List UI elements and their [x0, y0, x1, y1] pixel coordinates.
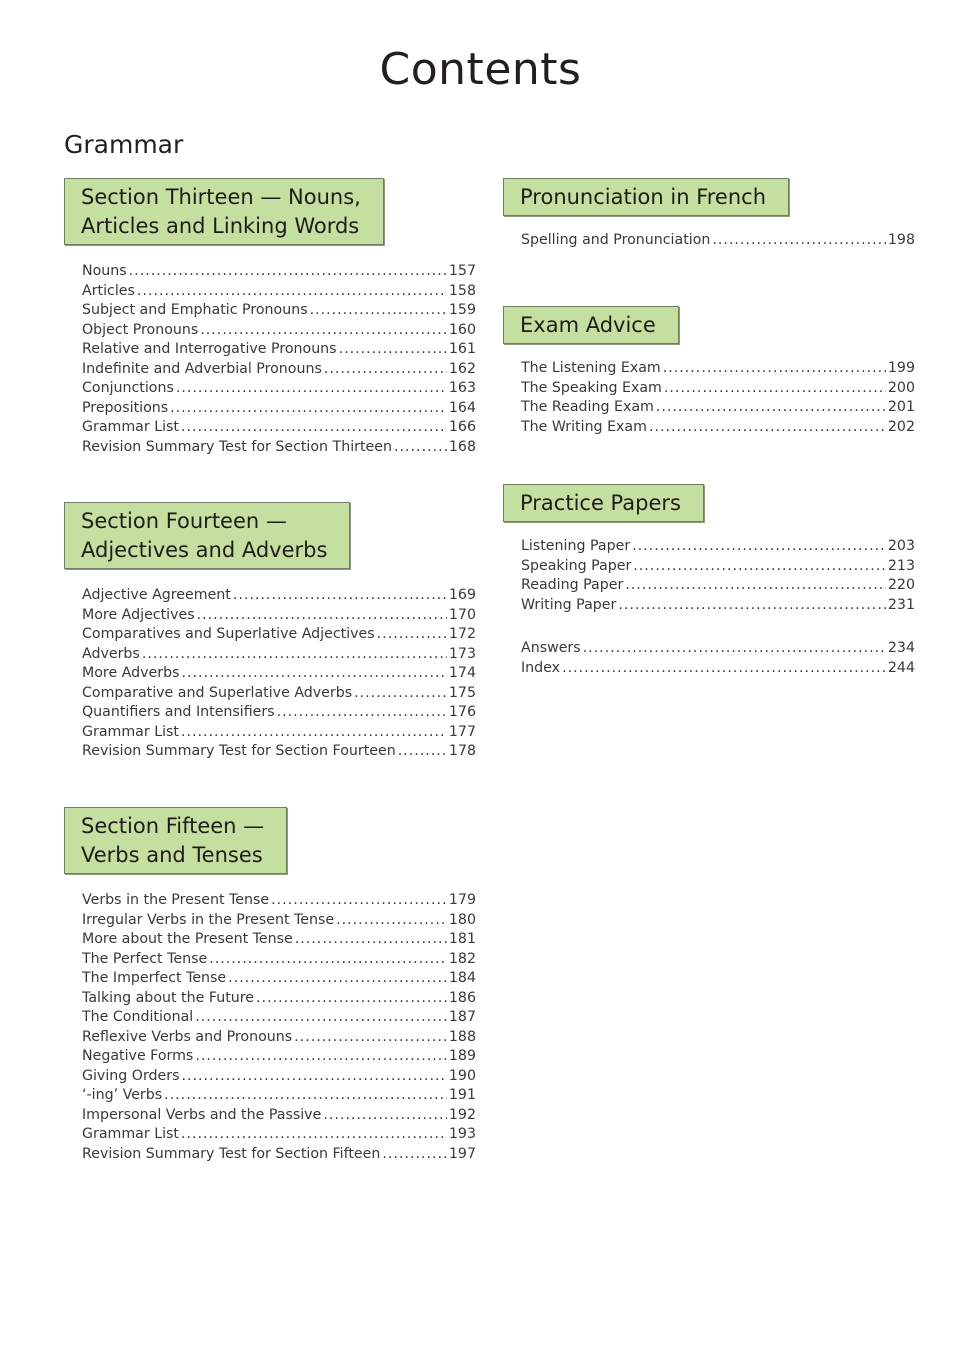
- toc-list: [82, 262, 476, 457]
- toc-entry[interactable]: [82, 969, 476, 989]
- toc-entry-page-number: 173: [448, 645, 476, 662]
- section-heading-line: Section Fifteen —: [81, 814, 265, 838]
- toc-entry[interactable]: [82, 1125, 476, 1145]
- dot-leader: [182, 1067, 447, 1087]
- toc-entry-label: Conjunctions: [82, 380, 174, 396]
- toc-entry[interactable]: [521, 537, 915, 557]
- toc-entry[interactable]: [82, 703, 476, 723]
- toc-entry-label: Quantifiers and Intensifiers: [82, 704, 275, 720]
- toc-entry-page-number: 170: [448, 606, 476, 623]
- section-heading-box: [503, 178, 789, 216]
- toc-entry-page-number: 172: [448, 626, 476, 642]
- toc-entry-label: Comparative and Superlative Adverbs: [82, 684, 353, 701]
- toc-entry-label: The Writing Exam: [521, 418, 647, 435]
- dot-leader: [181, 418, 447, 438]
- page-title: Contents: [379, 44, 582, 95]
- toc-entry-label: ‘-ing’ Verbs: [82, 1087, 163, 1103]
- section-heading-box: [503, 306, 679, 344]
- toc-entry-label: Articles: [82, 282, 135, 299]
- section-heading-line: Articles and Linking Words: [81, 214, 360, 238]
- toc-entry-label: Answers: [521, 640, 581, 656]
- toc-entry-page-number: 220: [887, 577, 915, 593]
- toc-entry[interactable]: [82, 1086, 476, 1106]
- dot-leader: [195, 1047, 447, 1067]
- toc-entry-page-number: 193: [448, 1126, 476, 1142]
- toc-entry-label: Indefinite and Adverbial Pronouns: [82, 360, 322, 377]
- toc-entry[interactable]: [82, 664, 476, 684]
- toc-entry[interactable]: [521, 379, 915, 399]
- toc-entry[interactable]: [82, 399, 476, 419]
- toc-entry-label: Speaking Paper: [521, 557, 632, 574]
- toc-entry-page-number: 191: [448, 1087, 476, 1103]
- dot-leader: [228, 969, 447, 989]
- dot-leader: [170, 399, 447, 419]
- toc-entry-page-number: 159: [448, 302, 476, 318]
- toc-entry[interactable]: [82, 911, 476, 931]
- toc-entry-label: Comparatives and Superlative Adjectives: [82, 626, 375, 642]
- dot-leader: [339, 340, 447, 360]
- toc-entry[interactable]: [82, 586, 476, 606]
- toc-entry[interactable]: [82, 989, 476, 1009]
- toc-entry-label: Object Pronouns: [82, 321, 199, 338]
- toc-entry-label: Negative Forms: [82, 1048, 194, 1064]
- dot-leader: [137, 282, 447, 302]
- section-heading-line: Exam Advice: [520, 313, 656, 337]
- toc-entry-page-number: 188: [448, 1028, 476, 1045]
- toc-entry-page-number: 198: [887, 232, 915, 248]
- section-pronunciation: [503, 178, 915, 251]
- toc-entry[interactable]: [82, 438, 476, 458]
- toc-entry-label: Nouns: [82, 263, 127, 279]
- toc-entry-page-number: 197: [448, 1145, 476, 1162]
- section-heading-line: Section Fourteen —: [81, 509, 287, 533]
- toc-list: [521, 359, 915, 437]
- section-practice-papers: [503, 484, 915, 678]
- section-heading-line: Practice Papers: [520, 491, 681, 515]
- dot-leader: [632, 537, 886, 557]
- toc-entry[interactable]: [82, 1047, 476, 1067]
- dot-leader: [394, 438, 447, 458]
- toc-entry-page-number: 163: [448, 380, 476, 396]
- dot-leader: [583, 639, 886, 659]
- toc-entry-label: Prepositions: [82, 399, 169, 416]
- section-heading-line: Section Thirteen — Nouns,: [81, 185, 361, 209]
- dot-leader: [209, 950, 447, 970]
- dot-leader: [197, 606, 447, 626]
- toc-entry-page-number: 168: [448, 438, 476, 455]
- dot-leader: [656, 398, 886, 418]
- dot-leader: [256, 989, 447, 1009]
- toc-list: [82, 586, 476, 762]
- toc-entry-label: Listening Paper: [521, 538, 631, 554]
- toc-entry-label: The Imperfect Tense: [82, 970, 227, 986]
- toc-entry-label: The Perfect Tense: [82, 950, 208, 967]
- toc-entry-page-number: 182: [448, 950, 476, 967]
- dot-leader: [181, 1125, 447, 1145]
- toc-entry-page-number: 234: [887, 640, 915, 656]
- toc-entry-label: Grammar List: [82, 1126, 179, 1142]
- section-fourteen: [64, 502, 476, 762]
- section-fifteen: [64, 807, 476, 1164]
- toc-entry-label: More Adverbs: [82, 665, 180, 681]
- toc-entry-label: Revision Summary Test for Section Fifteen: [82, 1145, 381, 1162]
- dot-leader: [562, 659, 886, 679]
- toc-entry-page-number: 176: [448, 704, 476, 720]
- toc-entry[interactable]: [82, 684, 476, 704]
- toc-entry[interactable]: [521, 596, 915, 616]
- section-heading-box: [503, 484, 704, 522]
- toc-entry-page-number: 179: [448, 892, 476, 908]
- toc-entry-page-number: 158: [448, 282, 476, 299]
- dot-leader: [277, 703, 447, 723]
- dot-leader: [336, 911, 447, 931]
- toc-entry-label: Writing Paper: [521, 596, 617, 613]
- toc-entry-page-number: 202: [887, 418, 915, 435]
- dot-leader: [354, 684, 447, 704]
- section-exam-advice: [503, 306, 915, 437]
- toc-entry-label: Reading Paper: [521, 577, 624, 593]
- toc-entry-page-number: 174: [448, 665, 476, 681]
- spacer: [503, 615, 915, 639]
- dot-leader: [200, 321, 447, 341]
- toc-entry-label: Irregular Verbs in the Present Tense: [82, 911, 335, 928]
- toc-entry-label: Verbs in the Present Tense: [82, 892, 270, 908]
- section-heading-line: Verbs and Tenses: [81, 843, 263, 867]
- toc-entry-label: Talking about the Future: [82, 989, 255, 1006]
- section-heading-box: [64, 502, 350, 569]
- dot-leader: [649, 418, 886, 438]
- toc-entry[interactable]: [82, 950, 476, 970]
- toc-entry[interactable]: [82, 930, 476, 950]
- toc-entry-page-number: 161: [448, 341, 476, 357]
- dot-leader: [633, 557, 886, 577]
- toc-entry-label: Revision Summary Test for Section Thirteen: [82, 438, 393, 455]
- toc-entry[interactable]: [521, 659, 915, 679]
- toc-list: [521, 231, 915, 251]
- toc-entry[interactable]: [521, 359, 915, 379]
- toc-entry[interactable]: [82, 1106, 476, 1126]
- toc-entry-label: The Reading Exam: [521, 399, 654, 415]
- toc-entry-page-number: 231: [887, 596, 915, 613]
- toc-entry-page-number: 192: [448, 1106, 476, 1123]
- dot-leader: [323, 1106, 447, 1126]
- toc-entry-label: Adverbs: [82, 645, 140, 662]
- toc-entry-label: Revision Summary Test for Section Fourteen: [82, 743, 396, 759]
- toc-entry-label: Spelling and Pronunciation: [521, 232, 711, 248]
- section-heading-line: Adjectives and Adverbs: [81, 538, 328, 562]
- dot-leader: [625, 576, 886, 596]
- toc-entry[interactable]: [82, 723, 476, 743]
- toc-entry-page-number: 184: [448, 970, 476, 986]
- toc-entry-page-number: 162: [448, 360, 476, 377]
- toc-entry-label: Subject and Emphatic Pronouns: [82, 302, 308, 318]
- toc-entry-label: Impersonal Verbs and the Passive: [82, 1106, 322, 1123]
- dot-leader: [377, 625, 447, 645]
- dot-leader: [182, 664, 447, 684]
- toc-entry[interactable]: [82, 360, 476, 380]
- toc-entry-page-number: 166: [448, 419, 476, 435]
- dot-leader: [129, 262, 447, 282]
- toc-entry-label: Grammar List: [82, 723, 179, 740]
- part-heading-grammar: Grammar: [64, 130, 184, 159]
- toc-entry-page-number: 157: [448, 263, 476, 279]
- toc-entry-page-number: 189: [448, 1048, 476, 1064]
- section-thirteen: [64, 178, 476, 457]
- toc-entry-label: The Listening Exam: [521, 360, 661, 376]
- dot-leader: [233, 586, 447, 606]
- dot-leader: [324, 360, 447, 380]
- toc-entry-page-number: 160: [448, 321, 476, 338]
- dot-leader: [181, 723, 447, 743]
- toc-entry-label: The Conditional: [82, 1009, 194, 1025]
- toc-entry[interactable]: [521, 231, 915, 251]
- toc-entry-page-number: 169: [448, 587, 476, 603]
- toc-entry[interactable]: [82, 1145, 476, 1165]
- toc-entry-page-number: 213: [887, 557, 915, 574]
- toc-entry[interactable]: [82, 625, 476, 645]
- toc-entry-page-number: 200: [887, 379, 915, 396]
- toc-entry-label: Index: [521, 659, 561, 676]
- section-heading-box: [64, 807, 287, 874]
- toc-entry-label: Relative and Interrogative Pronouns: [82, 341, 337, 357]
- dot-leader: [176, 379, 447, 399]
- toc-entry[interactable]: [82, 321, 476, 341]
- toc-entry-page-number: 190: [448, 1067, 476, 1084]
- toc-entry[interactable]: [82, 1067, 476, 1087]
- toc-entry[interactable]: [82, 891, 476, 911]
- toc-entry-page-number: 175: [448, 684, 476, 701]
- toc-entry[interactable]: [82, 262, 476, 282]
- toc-entry[interactable]: [521, 557, 915, 577]
- dot-leader: [142, 645, 447, 665]
- toc-entry-page-number: 164: [448, 399, 476, 416]
- toc-entry-label: More Adjectives: [82, 606, 195, 623]
- dot-leader: [294, 1028, 447, 1048]
- toc-entry-page-number: 203: [887, 538, 915, 554]
- dot-leader: [382, 1145, 447, 1165]
- toc-entry-label: Adjective Agreement: [82, 587, 231, 603]
- toc-entry-page-number: 181: [448, 931, 476, 947]
- toc-entry[interactable]: [82, 606, 476, 626]
- toc-entry-label: Grammar List: [82, 419, 179, 435]
- toc-entry[interactable]: [521, 418, 915, 438]
- dot-leader: [195, 1008, 447, 1028]
- toc-entry[interactable]: [82, 282, 476, 302]
- toc-entry[interactable]: [82, 340, 476, 360]
- dot-leader: [271, 891, 447, 911]
- dot-leader: [164, 1086, 447, 1106]
- dot-leader: [398, 742, 447, 762]
- toc-list: [521, 537, 915, 615]
- dot-leader: [712, 231, 886, 251]
- dot-leader: [618, 596, 886, 616]
- toc-entry[interactable]: [82, 645, 476, 665]
- toc-entry-page-number: 180: [448, 911, 476, 928]
- toc-entry[interactable]: [82, 1008, 476, 1028]
- toc-entry-page-number: 186: [448, 989, 476, 1006]
- toc-list-extra: [521, 639, 915, 678]
- dot-leader: [664, 379, 886, 399]
- toc-entry-label: Reflexive Verbs and Pronouns: [82, 1028, 293, 1045]
- toc-entry-page-number: 199: [887, 360, 915, 376]
- dot-leader: [310, 301, 447, 321]
- toc-entry-page-number: 178: [448, 743, 476, 759]
- toc-entry-page-number: 177: [448, 723, 476, 740]
- toc-entry-page-number: 187: [448, 1009, 476, 1025]
- section-heading-box: [64, 178, 384, 245]
- toc-entry[interactable]: [82, 379, 476, 399]
- toc-entry-label: More about the Present Tense: [82, 931, 293, 947]
- toc-list: [82, 891, 476, 1164]
- toc-entry[interactable]: [82, 1028, 476, 1048]
- toc-entry[interactable]: [82, 418, 476, 438]
- dot-leader: [663, 359, 886, 379]
- toc-entry-label: The Speaking Exam: [521, 379, 662, 396]
- toc-entry[interactable]: [82, 301, 476, 321]
- toc-entry[interactable]: [521, 398, 915, 418]
- toc-entry[interactable]: [521, 576, 915, 596]
- toc-entry[interactable]: [521, 639, 915, 659]
- toc-entry-page-number: 201: [887, 399, 915, 415]
- section-heading-line: Pronunciation in French: [520, 185, 767, 209]
- dot-leader: [295, 930, 447, 950]
- toc-entry[interactable]: [82, 742, 476, 762]
- toc-entry-page-number: 244: [887, 659, 915, 676]
- toc-entry-label: Giving Orders: [82, 1067, 180, 1084]
